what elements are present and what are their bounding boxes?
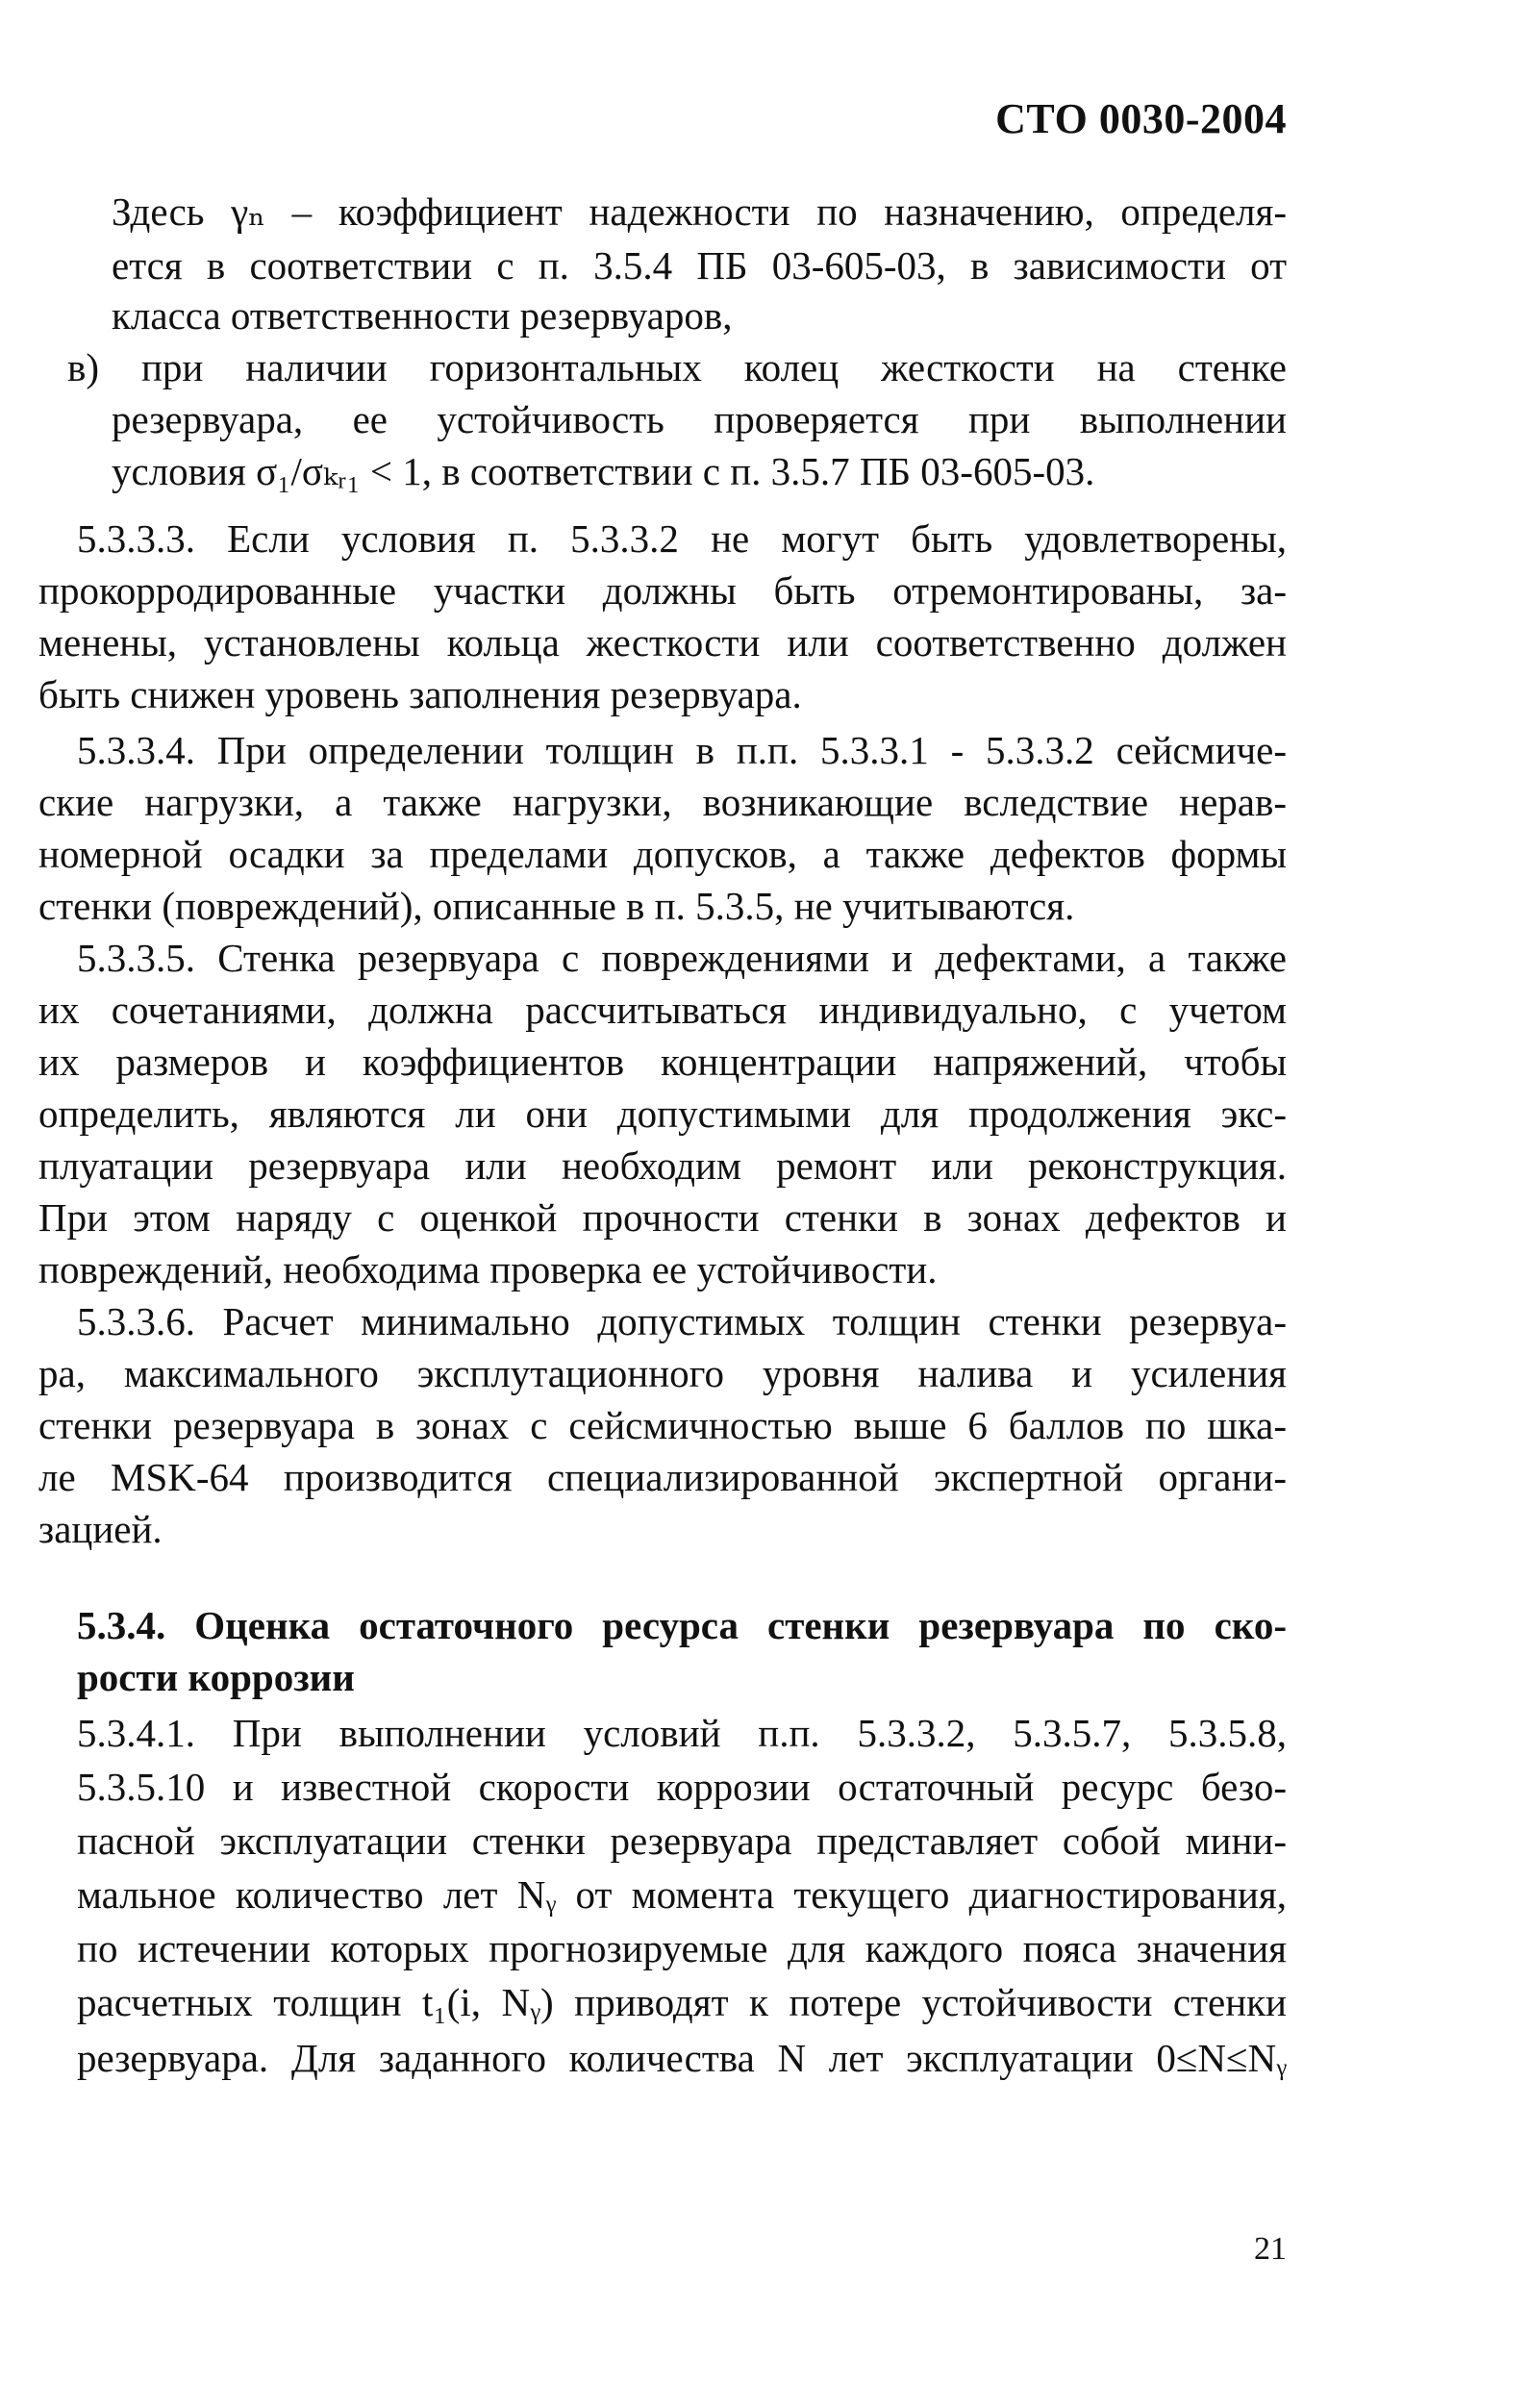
text-line: ле MSK-64 производится специализированной экспертной органи- [38,1455,1287,1499]
text-line: определить, являются ли они допустимыми для продолжения экс- [38,1091,1287,1136]
text-line: стенки (повреждений), описанные в п. 5.3.5, не учитываются. [38,884,1075,928]
text-line: Здесь γₙ – коэффициент надежности по назначению, определя- [112,189,1287,234]
text-line: прокорродированные участки должны быть отремонтированы, за- [38,568,1287,613]
text-line: пасной эксплуатации стенки резервуара представляет собой мини- [77,1819,1287,1863]
text-line: 5.3.5.10 и известной скорости коррозии остаточный ресурс безо- [77,1765,1287,1809]
text-line: стенки резервуара в зонах с сейсмичностью выше 6 баллов по шка- [38,1403,1287,1447]
text-line: ется в соответствии с п. 3.5.4 ПБ 03-605-03, в зависимости от [112,243,1287,288]
text-line: резервуара. Для заданного количества N лет эксплуатации 0≤N≤Nᵧ [77,2036,1287,2080]
text-line: резервуара, ее устойчивость проверяется при выполнении [112,397,1287,441]
text-line: менены, установлены кольца жесткости или соответственно должен [38,620,1287,665]
text-line: 5.3.3.4. При определении толщин в п.п. 5.3.3.1 - 5.3.3.2 сейсмиче- [77,728,1287,772]
text-line: повреждений, необходима проверка ее устойчивости. [38,1247,938,1292]
text-line: номерной осадки за пределами допусков, а также дефектов формы [38,832,1287,876]
text-line: по истечении которых прогнозируемые для каждого пояса значения [77,1926,1287,1970]
text-line: ские нагрузки, а также нагрузки, возникающие вследствие нерав- [38,780,1287,824]
section-heading: 5.3.4. Оценка остаточного ресурса стенки резервуара по ско- [77,1603,1287,1647]
text-line: 5.3.3.5. Стенка резервуара с повреждениями и дефектами, а также [77,936,1287,980]
text-line: условия σ₁/σₖᵣ₁ < 1, в соответствии с п. 3.5.7 ПБ 03-605-03. [112,449,1095,493]
text-line: мальное количество лет Nᵧ от момента текущего диагностирования, [77,1872,1287,1917]
document-code: СТО 0030-2004 [995,95,1287,142]
section-heading: рости коррозии [77,1655,355,1699]
text-line: в) при наличии горизонтальных колец жесткости на стенке [67,345,1287,389]
text-line: При этом наряду с оценкой прочности стенки в зонах дефектов и [38,1195,1287,1240]
text-line: зацией. [38,1507,163,1551]
text-line: класса ответственности резервуаров, [112,293,733,338]
text-line: расчетных толщин t₁(i, Nᵧ) приводят к потере устойчивости стенки [77,1980,1287,2024]
text-line: ра, максимального эксплутационного уровня налива и усиления [38,1351,1287,1395]
text-line: их сочетаниями, должна рассчитываться индивидуально, с учетом [38,988,1287,1032]
text-line: 5.3.3.6. Расчет минимально допустимых толщин стенки резервуа- [77,1299,1287,1343]
text-line: их размеров и коэффициентов концентрации напряжений, чтобы [38,1040,1287,1084]
text-line: 5.3.3.3. Если условия п. 5.3.3.2 не могут быть удовлетворены, [77,516,1287,561]
page-number: 21 [1254,2231,1287,2267]
text-line: 5.3.4.1. При выполнении условий п.п. 5.3.3.2, 5.3.5.7, 5.3.5.8, [77,1711,1287,1755]
text-line: быть снижен уровень заполнения резервуара. [38,672,802,716]
text-line: плуатации резервуара или необходим ремонт или реконструкция. [38,1143,1287,1188]
